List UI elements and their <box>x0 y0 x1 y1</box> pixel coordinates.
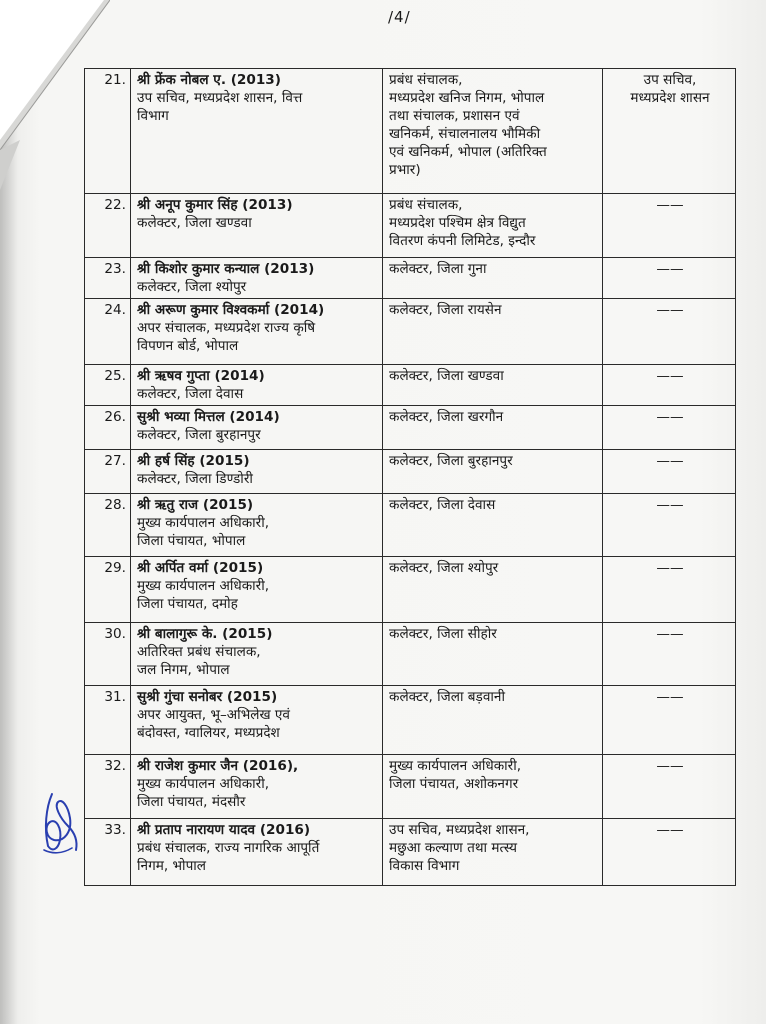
additional-charge-cell <box>603 494 736 557</box>
current-posting-line: जिला पंचायत, दमोह <box>137 596 238 612</box>
row-number: 23. <box>85 258 131 299</box>
current-posting-line: विभाग <box>137 108 169 124</box>
officer-name: श्री बालागुरू के. (2015) <box>137 626 273 642</box>
new-posting-line: मछुआ कल्याण तथा मत्स्य <box>389 840 518 856</box>
table-row <box>85 755 736 819</box>
new-posting-cell <box>383 258 603 299</box>
table-row <box>85 194 736 258</box>
new-posting-line: प्रभार) <box>389 162 421 178</box>
officer-name: श्री अर्पित वर्मा (2015) <box>137 560 264 576</box>
officer-cell <box>131 69 383 194</box>
row-number: 28. <box>85 494 131 557</box>
new-posting-cell <box>383 623 603 686</box>
additional-charge-cell <box>603 365 736 406</box>
additional-charge-line: उप सचिव, <box>643 72 697 88</box>
current-posting-line: विपणन बोर्ड, भोपाल <box>137 338 239 354</box>
row-number: 25. <box>85 365 131 406</box>
new-posting-line: खनिकर्म, संचालनालय भौमिकी <box>389 126 541 142</box>
table-row <box>85 365 736 406</box>
new-posting-cell <box>383 819 603 886</box>
current-posting-line: प्रबंध संचालक, राज्य नागरिक आपूर्ति <box>137 840 320 856</box>
additional-charge-line: —— <box>656 497 684 513</box>
new-posting-line: कलेक्टर, जिला श्योपुर <box>389 560 499 576</box>
officer-cell <box>131 623 383 686</box>
new-posting-line: मुख्य कार्यपालन अधिकारी, <box>389 758 522 774</box>
current-posting-line: जिला पंचायत, मंदसौर <box>137 794 246 810</box>
additional-charge-cell <box>603 755 736 819</box>
additional-charge-line: —— <box>656 409 684 425</box>
new-posting-cell <box>383 450 603 494</box>
current-posting-line: कलेक्टर, जिला खण्डवा <box>137 215 252 231</box>
current-posting-line: मुख्य कार्यपालन अधिकारी, <box>137 776 270 792</box>
row-number: 31. <box>85 686 131 755</box>
new-posting-line: मध्यप्रदेश खनिज निगम, भोपाल <box>389 90 545 106</box>
officer-cell <box>131 686 383 755</box>
additional-charge-line: —— <box>656 302 684 318</box>
current-posting-line: कलेक्टर, जिला बुरहानपुर <box>137 427 261 443</box>
officer-name: सुश्री गुंचा सनोबर (2015) <box>137 689 278 705</box>
table-row <box>85 406 736 450</box>
row-number: 33. <box>85 819 131 886</box>
new-posting-line: तथा संचालक, प्रशासन एवं <box>389 108 520 124</box>
officer-cell <box>131 258 383 299</box>
additional-charge-line: —— <box>656 822 684 838</box>
additional-charge-cell <box>603 557 736 623</box>
new-posting-line: कलेक्टर, जिला खरगौन <box>389 409 504 425</box>
current-posting-line: मुख्य कार्यपालन अधिकारी, <box>137 515 270 531</box>
officer-cell <box>131 557 383 623</box>
current-posting-line: निगम, भोपाल <box>137 858 207 874</box>
officer-cell <box>131 299 383 365</box>
current-posting-line: बंदोवस्त, ग्वालियर, मध्यप्रदेश <box>137 725 280 741</box>
current-posting-line: अपर संचालक, मध्यप्रदेश राज्य कृषि <box>137 320 316 336</box>
new-posting-line: वितरण कंपनी लिमिटेड, इन्दौर <box>389 233 536 249</box>
officer-name: श्री अरूण कुमार विश्वकर्मा (2014) <box>137 302 325 318</box>
row-number: 21. <box>85 69 131 194</box>
officer-name: श्री ऋषव गुप्ता (2014) <box>137 368 265 384</box>
officer-cell <box>131 494 383 557</box>
officer-cell <box>131 194 383 258</box>
new-posting-cell <box>383 406 603 450</box>
new-posting-line: एवं खनिकर्म, भोपाल (अतिरिक्त <box>389 144 547 160</box>
table-row <box>85 494 736 557</box>
row-number: 29. <box>85 557 131 623</box>
table-row <box>85 258 736 299</box>
new-posting-cell <box>383 755 603 819</box>
current-posting-line: मुख्य कार्यपालन अधिकारी, <box>137 578 270 594</box>
officer-cell <box>131 450 383 494</box>
current-posting-line: जिला पंचायत, भोपाल <box>137 533 246 549</box>
row-number: 24. <box>85 299 131 365</box>
transfer-table <box>84 68 736 886</box>
officer-name: श्री प्रताप नारायण यादव (2016) <box>137 822 311 838</box>
new-posting-line: कलेक्टर, जिला खण्डवा <box>389 368 504 384</box>
officer-cell <box>131 406 383 450</box>
table-row <box>85 819 736 886</box>
additional-charge-cell <box>603 194 736 258</box>
new-posting-line: कलेक्टर, जिला सीहोर <box>389 626 497 642</box>
current-posting-line: कलेक्टर, जिला श्योपुर <box>137 279 247 295</box>
new-posting-line: प्रबंध संचालक, <box>389 197 463 213</box>
additional-charge-line: मध्यप्रदेश शासन <box>630 90 710 106</box>
additional-charge-cell <box>603 69 736 194</box>
additional-charge-cell <box>603 450 736 494</box>
additional-charge-line: —— <box>656 689 684 705</box>
additional-charge-line: —— <box>656 261 684 277</box>
additional-charge-cell <box>603 258 736 299</box>
new-posting-line: कलेक्टर, जिला देवास <box>389 497 496 513</box>
new-posting-cell <box>383 686 603 755</box>
current-posting-line: अतिरिक्त प्रबंध संचालक, <box>137 644 261 660</box>
new-posting-line: प्रबंध संचालक, <box>389 72 463 88</box>
new-posting-line: कलेक्टर, जिला बड़वानी <box>389 689 505 705</box>
new-posting-line: उप सचिव, मध्यप्रदेश शासन, <box>389 822 530 838</box>
current-posting-line: कलेक्टर, जिला डिण्डोरी <box>137 471 253 487</box>
new-posting-line: विकास विभाग <box>389 858 460 874</box>
new-posting-cell <box>383 557 603 623</box>
additional-charge-cell <box>603 406 736 450</box>
additional-charge-cell <box>603 819 736 886</box>
new-posting-cell <box>383 69 603 194</box>
additional-charge-line: —— <box>656 453 684 469</box>
current-posting-line: जल निगम, भोपाल <box>137 662 230 678</box>
additional-charge-cell <box>603 686 736 755</box>
transfer-table-body <box>85 69 736 886</box>
table-row <box>85 686 736 755</box>
row-number: 22. <box>85 194 131 258</box>
new-posting-line: मध्यप्रदेश पश्चिम क्षेत्र विद्युत <box>389 215 526 231</box>
new-posting-cell <box>383 299 603 365</box>
row-number: 32. <box>85 755 131 819</box>
row-number: 26. <box>85 406 131 450</box>
table-row <box>85 557 736 623</box>
new-posting-line: कलेक्टर, जिला गुना <box>389 261 487 277</box>
table-row <box>85 299 736 365</box>
additional-charge-line: —— <box>656 197 684 213</box>
officer-cell <box>131 819 383 886</box>
signature <box>38 788 86 860</box>
new-posting-cell <box>383 494 603 557</box>
table-row <box>85 623 736 686</box>
page-number: /4/ <box>388 8 411 26</box>
row-number: 27. <box>85 450 131 494</box>
additional-charge-line: —— <box>656 368 684 384</box>
current-posting-line: अपर आयुक्त, भू–अभिलेख एवं <box>137 707 290 723</box>
new-posting-line: कलेक्टर, जिला रायसेन <box>389 302 502 318</box>
officer-cell <box>131 755 383 819</box>
officer-name: श्री हर्ष सिंह (2015) <box>137 453 250 469</box>
new-posting-cell <box>383 194 603 258</box>
row-number: 30. <box>85 623 131 686</box>
officer-name: श्री ऋतु राज (2015) <box>137 497 254 513</box>
table-row <box>85 450 736 494</box>
current-posting-line: उप सचिव, मध्यप्रदेश शासन, वित्त <box>137 90 303 106</box>
new-posting-cell <box>383 365 603 406</box>
additional-charge-cell <box>603 623 736 686</box>
additional-charge-line: —— <box>656 560 684 576</box>
table-row <box>85 69 736 194</box>
additional-charge-line: —— <box>656 626 684 642</box>
officer-cell <box>131 365 383 406</box>
officer-name: श्री अनूप कुमार सिंह (2013) <box>137 197 293 213</box>
new-posting-line: कलेक्टर, जिला बुरहानपुर <box>389 453 513 469</box>
additional-charge-line: —— <box>656 758 684 774</box>
officer-name: श्री किशोर कुमार कन्याल (2013) <box>137 261 315 277</box>
officer-name: सुश्री भव्या मित्तल (2014) <box>137 409 280 425</box>
additional-charge-cell <box>603 299 736 365</box>
officer-name: श्री राजेश कुमार जैन (2016), <box>137 758 299 774</box>
current-posting-line: कलेक्टर, जिला देवास <box>137 386 244 402</box>
new-posting-line: जिला पंचायत, अशोकनगर <box>389 776 519 792</box>
officer-name: श्री फ्रेंक नोबल ए. (2013) <box>137 72 281 88</box>
